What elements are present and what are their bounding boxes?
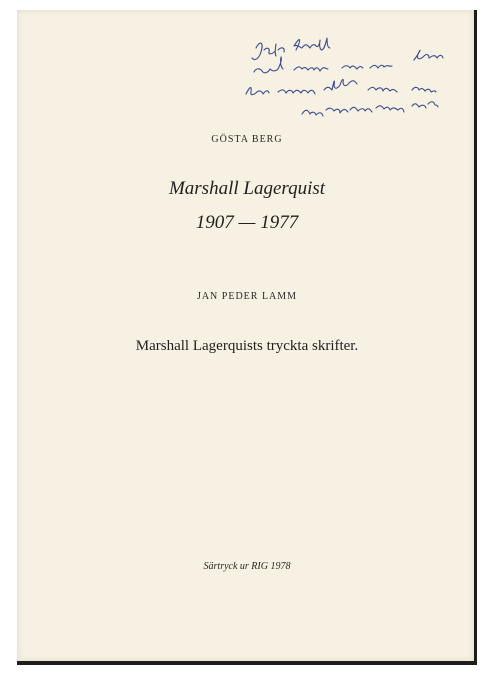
- offprint-note: Särtryck ur RIG 1978: [203, 561, 291, 572]
- handwritten-inscription: [242, 30, 472, 130]
- main-title: Marshall Lagerquist: [168, 178, 326, 199]
- author-gosta-berg: GÖSTA BERG: [211, 134, 283, 145]
- pamphlet-cover: [17, 10, 477, 665]
- article-subtitle: Marshall Lagerquists tryckta skrifter.: [135, 338, 359, 354]
- title-years: 1907 — 1977: [195, 212, 299, 233]
- author-jan-peder-lamm: JAN PEDER LAMM: [196, 291, 298, 302]
